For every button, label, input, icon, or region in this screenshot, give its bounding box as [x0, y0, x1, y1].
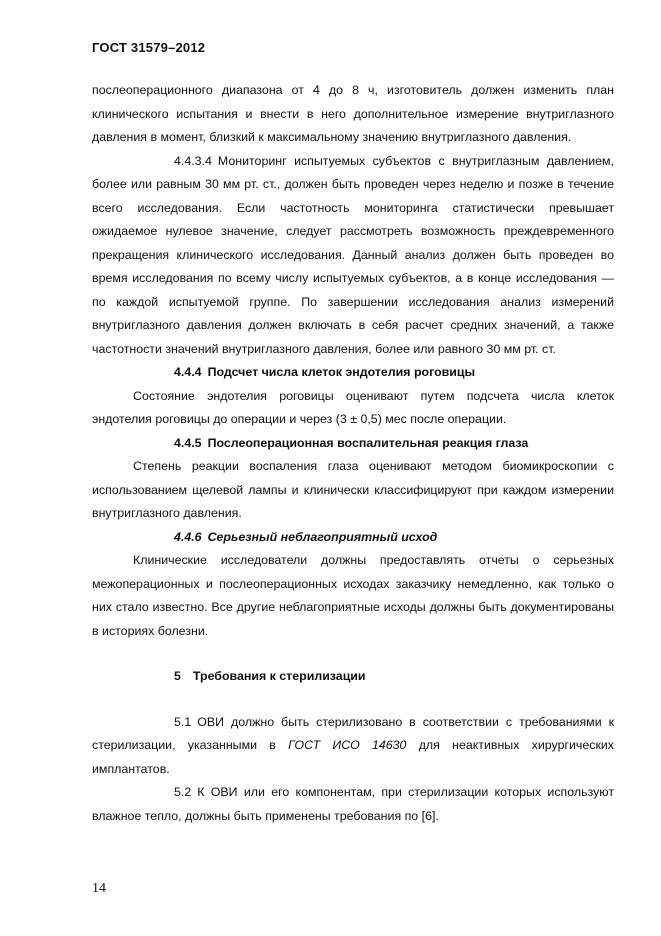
- section-title: Требования к стерилизации: [192, 669, 366, 683]
- heading-4-4-6: [92, 526, 614, 550]
- standard-reference: ГОСТ ИСО 14630: [288, 738, 407, 752]
- heading-number: 4.4.5: [174, 435, 202, 450]
- clause-number: 5.2: [174, 785, 192, 799]
- heading-number: 4.4.4: [174, 365, 202, 379]
- page-number: 14: [92, 881, 106, 896]
- clause-text-part1: ОВИ должно быть стерилизовано в соответствии с требованиями к стерилизации, указанными в: [92, 714, 614, 752]
- page-content: [92, 79, 614, 828]
- heading-4-4-4: [92, 361, 614, 385]
- clause-5-2: [92, 781, 614, 828]
- clause-text-part2: для неактивных хирургических имплантатов.: [92, 738, 614, 776]
- heading-title: Послеоперационная воспалительная реакция глаза: [207, 435, 529, 450]
- clause-text: Мониторинг испытуемых субъектов с внутриглазным давлением, более или равным 30 мм рт. ст., должен быть проведен через неделю и позже в течение всего исследования. Если частотность мониторинга статистически превышает ожидаемое нулевое значение, следует рассмотреть возможность преждевременного прекращения клинического исследования. Данный анализ должен быть проведен во время исследования по всему числу испытуемых субъектов, а в конце исследования — по каждой испытуемой группе. По завершении исследования анализ измерений внутриглазного давления должен включать в себя расчет средних значений, а также частотности значений внутриглазного давления, более или равного 30 мм рт. ст.: [92, 153, 614, 356]
- paragraph-continuation: послеоперационного диапазона от 4 до 8 ч, изготовитель должен изменить план клинического испытания и внести в него дополнительное измерение внутриглазного давления в момент, близкий к максимальному значению внутриглазного давления.: [92, 83, 614, 144]
- clause-5-1: [92, 711, 614, 782]
- heading-title: Подсчет числа клеток эндотелия роговицы: [207, 365, 476, 379]
- clause-4-4-3-4: [92, 150, 614, 362]
- paragraph-4-4-6: Клинические исследователи должны предоставлять отчеты о серьезных межоперационных и послеоперационных исходах заказчику немедленно, как только о них стало известно. Все другие неблагоприятные исходы должны быть документированы в историях болезни.: [92, 553, 614, 638]
- clause-number: 5.1: [174, 714, 192, 729]
- heading-number: 4.4.6: [174, 529, 202, 544]
- section-5-heading: [92, 665, 614, 689]
- paragraph-4-4-5: Степень реакции воспаления глаза оценивают методом биомикроскопии с использованием щелевой лампы и клинически классифицируют при каждом измерении внутриглазного давления.: [92, 459, 614, 520]
- paragraph-4-4-4: Состояние эндотелия роговицы оценивают путем подсчета числа клеток эндотелия роговицы до операции и через (3 ± 0,5) мес после операции.: [92, 388, 614, 426]
- heading-title: Серьезный неблагоприятный исход: [207, 529, 438, 544]
- section-number: 5: [174, 669, 181, 683]
- clause-text: К ОВИ или его компонентам, при стерилизации которых используют влажное тепло, должны быть применены требования по [6].: [92, 785, 614, 823]
- clause-number: 4.4.3.4: [174, 153, 212, 168]
- heading-4-4-5: [92, 432, 614, 456]
- page-header-standard-id: ГОСТ 31579–2012: [92, 40, 206, 55]
